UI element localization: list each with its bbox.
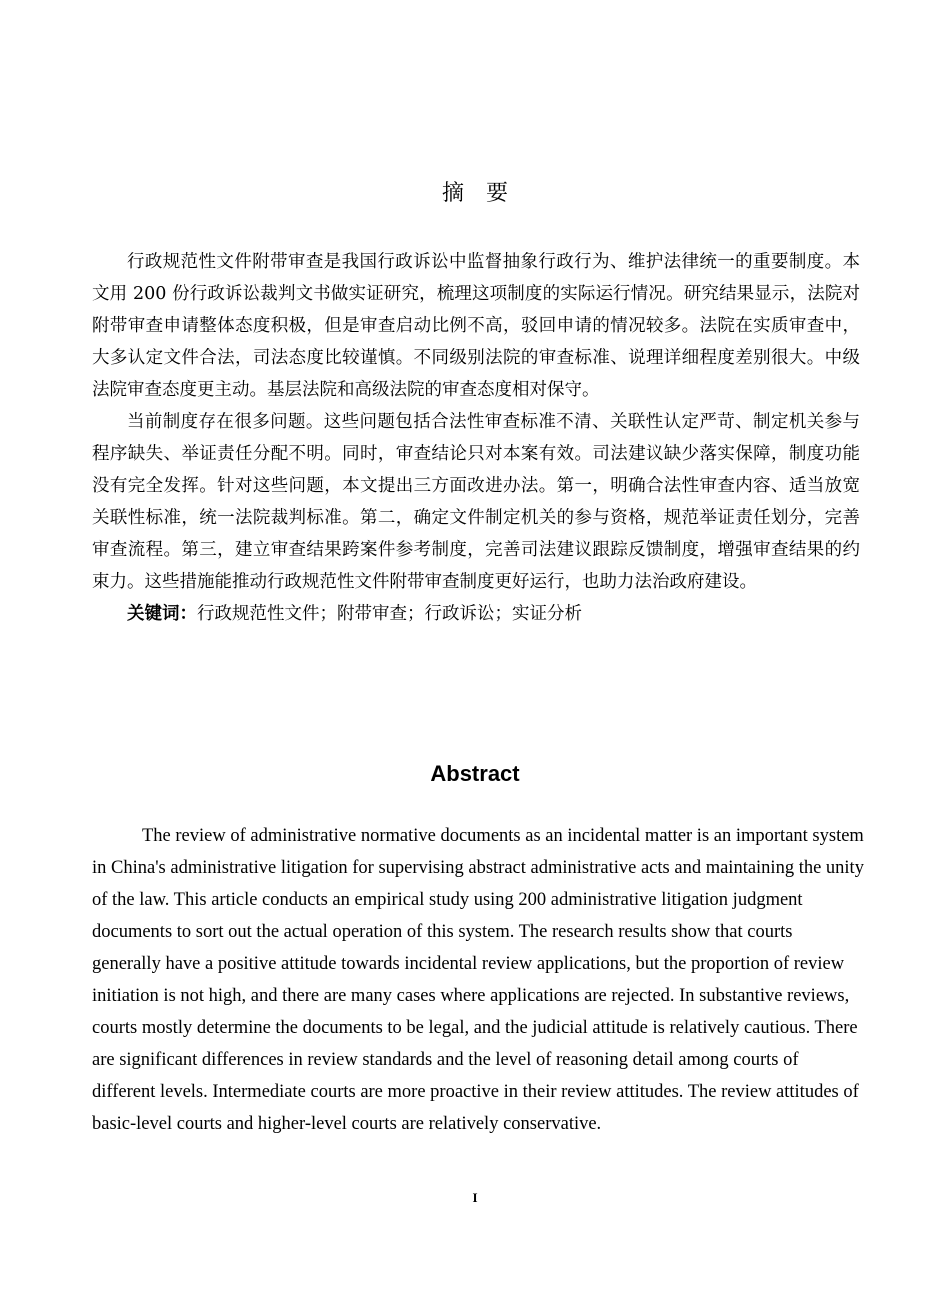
keywords-label: 关键词： <box>127 604 197 624</box>
english-abstract-title: Abstract <box>430 761 520 786</box>
chinese-abstract-title: 摘要 <box>441 181 530 206</box>
english-abstract-paragraph-1: The review of administrative normative documents as an incidental matter is an important system in China's administrative litigation for supervising abstract administrative acts and maintaining the unity of the law. This article conducts an empirical study using 200 administrative litigation judgment documents to sort out the actual operation of this system. The research results show that courts generally have a positive attitude towards incidental review applications, but the proportion of review initiation is not high, and there are many cases where applications are rejected. In substantive reviews, courts mostly determine the documents to be legal, and the judicial attitude is relatively cautious. There are significant differences in review standards and the level of reasoning detail among courts of different levels. Intermediate courts are more proactive in their review attitudes. The review attitudes of basic-level courts and higher-level courts are relatively conservative. <box>92 826 864 1134</box>
english-abstract-body <box>92 820 864 1140</box>
chinese-abstract-paragraph-1: 行政规范性文件附带审查是我国行政诉讼中监督抽象行政行为、维护法律统一的重要制度。本文用 200 份行政诉讼裁判文书做实证研究，梳理这项制度的实际运行情况。研究结果显示，法院对附带审查申请整体态度积极，但是审查启动比例不高，驳回申请的情况较多。法院在实质审查中，大多认定文件合法，司法态度比较谨慎。不同级别法院的审查标准、说理详细程度差别很大。中级法院审查态度更主动。基层法院和高级法院的审查态度相对保守。 <box>92 252 860 400</box>
chinese-abstract-paragraph-2: 当前制度存在很多问题。这些问题包括合法性审查标准不清、关联性认定严苛、制定机关参与程序缺失、举证责任分配不明。同时，审查结论只对本案有效。司法建议缺少落实保障，制度功能没有完全发挥。针对这些问题，本文提出三方面改进办法。第一，明确合法性审查内容、适当放宽关联性标准，统一法院裁判标准。第二，确定文件制定机关的参与资格，规范举证责任划分，完善审查流程。第三，建立审查结果跨案件参考制度，完善司法建议跟踪反馈制度，增强审查结果的约束力。这些措施能推动行政规范性文件附带审查制度更好运行，也助力法治政府建设。 <box>92 412 860 592</box>
keywords-list: 行政规范性文件；附带审查；行政诉讼；实证分析 <box>197 604 582 624</box>
page-number: I <box>472 1190 478 1205</box>
chinese-keywords <box>92 598 860 630</box>
chinese-abstract-body <box>92 246 860 630</box>
